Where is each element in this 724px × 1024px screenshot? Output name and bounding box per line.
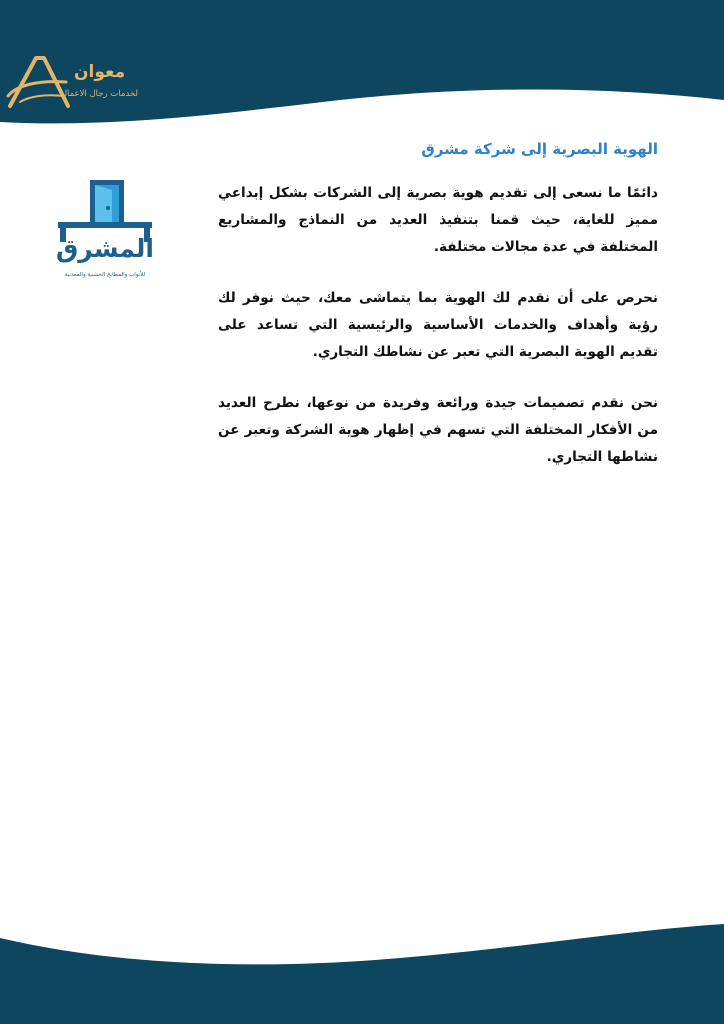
paragraph-1: دائمًا ما نسعى إلى تقديم هوية بصرية إلى الشركات بشكل إبداعي مميز للغاية، حيث قمنا بتنفيذ العديد من النماذج والمشاريع المختلفة في عدة مجالات مختلفة.: [218, 185, 658, 255]
brand-name: معوان: [74, 62, 126, 82]
paragraph-2: نحرص على أن نقدم لك الهوية بما يتماشى معك، حيث نوفر لك رؤية وأهداف والخدمات الأساسية والرئيسية التي تساعد على تقديم الهوية البصرية التي تعبر عن نشاطك التجاري.: [218, 290, 658, 360]
paragraph-3: نحن نقدم تصميمات جيدة ورائعة وفريدة من نوعها، نطرح العديد من الأفكار المختلفة التي تسهم في إظهار هوية الشركة وتعبر عن نشاطها التجاري.: [218, 395, 658, 465]
client-logo: [52, 178, 158, 290]
document-title: الهوية البصرية إلى شركة مشرق: [421, 140, 658, 158]
brand-logo: [6, 52, 136, 112]
footer-wave-band: [0, 914, 724, 1024]
client-logo-tagline: للأبواب والمطابخ الخشبية والمعدنية: [64, 272, 146, 278]
brand-tagline: لخدمات رجال الاعمال: [60, 89, 138, 99]
brand-arch-icon: [6, 52, 76, 112]
document-content: [218, 136, 658, 495]
client-logo-name: المشرق: [55, 234, 154, 263]
